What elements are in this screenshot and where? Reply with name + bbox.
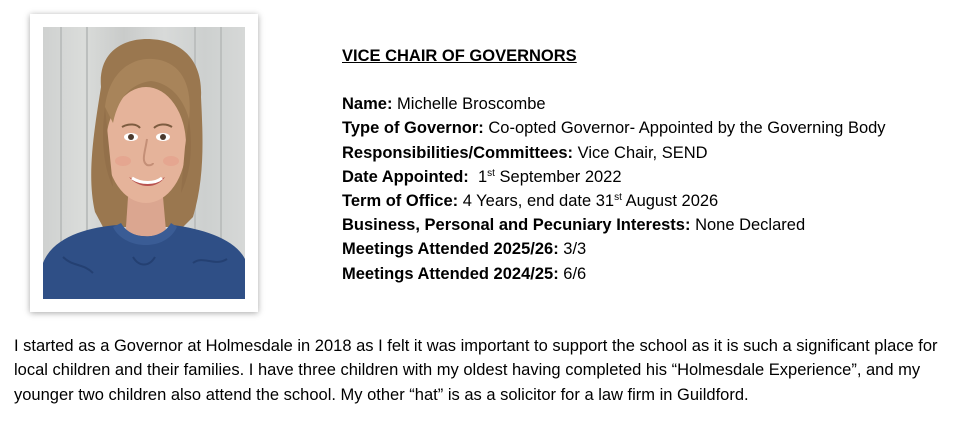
governor-type-label: Type of Governor: (342, 119, 484, 138)
interests-row (342, 213, 952, 237)
responsibilities-row (342, 141, 952, 165)
meetings-2024-row (342, 262, 952, 286)
term-of-office-value: 4 Years, end date 31 (462, 192, 615, 211)
meetings-2024-label: Meetings Attended 2024/25: (342, 264, 559, 283)
meetings-2025-label: Meetings Attended 2025/26: (342, 240, 559, 259)
date-appointed-suffix: st (487, 167, 495, 179)
term-of-office-row (342, 189, 952, 213)
role-heading: VICE CHAIR OF GOVERNORS (342, 47, 577, 65)
interests-label: Business, Personal and Pecuniary Interests: (342, 216, 691, 235)
name-row (342, 92, 952, 116)
biography-paragraph: I started as a Governor at Holmesdale in 2018 as I felt it was important to support the school as it is such a significant place for local children and their families. I have three children with my oldest having completed his “Holmesdale Experience”, and my younger two children also attend the school. My other “hat” is as a solicitor for a law firm in Guildford. (14, 337, 938, 404)
date-appointed-rest: September 2022 (499, 167, 622, 186)
meetings-2024-value: 6/6 (563, 264, 587, 283)
responsibilities-value: Vice Chair, SEND (577, 143, 708, 162)
meetings-2025-row (342, 237, 952, 261)
responsibilities-label: Responsibilities/Committees: (342, 143, 574, 162)
meetings-2025-value: 3/3 (563, 240, 587, 259)
portrait-photo (43, 27, 245, 299)
portrait-frame (30, 14, 258, 312)
date-appointed-day: 1 (477, 167, 488, 186)
interests-value: None Declared (695, 216, 806, 235)
term-of-office-end: August 2026 (625, 192, 719, 211)
date-appointed-label: Date Appointed: (342, 167, 469, 186)
term-of-office-label: Term of Office: (342, 192, 459, 211)
name-value: Michelle Broscombe (397, 95, 546, 114)
name-label: Name: (342, 95, 393, 114)
date-appointed-row (342, 165, 952, 189)
governor-type-row (342, 116, 952, 140)
governor-type-value: Co-opted Governor- Appointed by the Governing Body (488, 119, 886, 138)
term-of-office-suffix: st (614, 192, 622, 204)
portrait-illustration (43, 27, 245, 299)
governor-details (342, 44, 952, 286)
